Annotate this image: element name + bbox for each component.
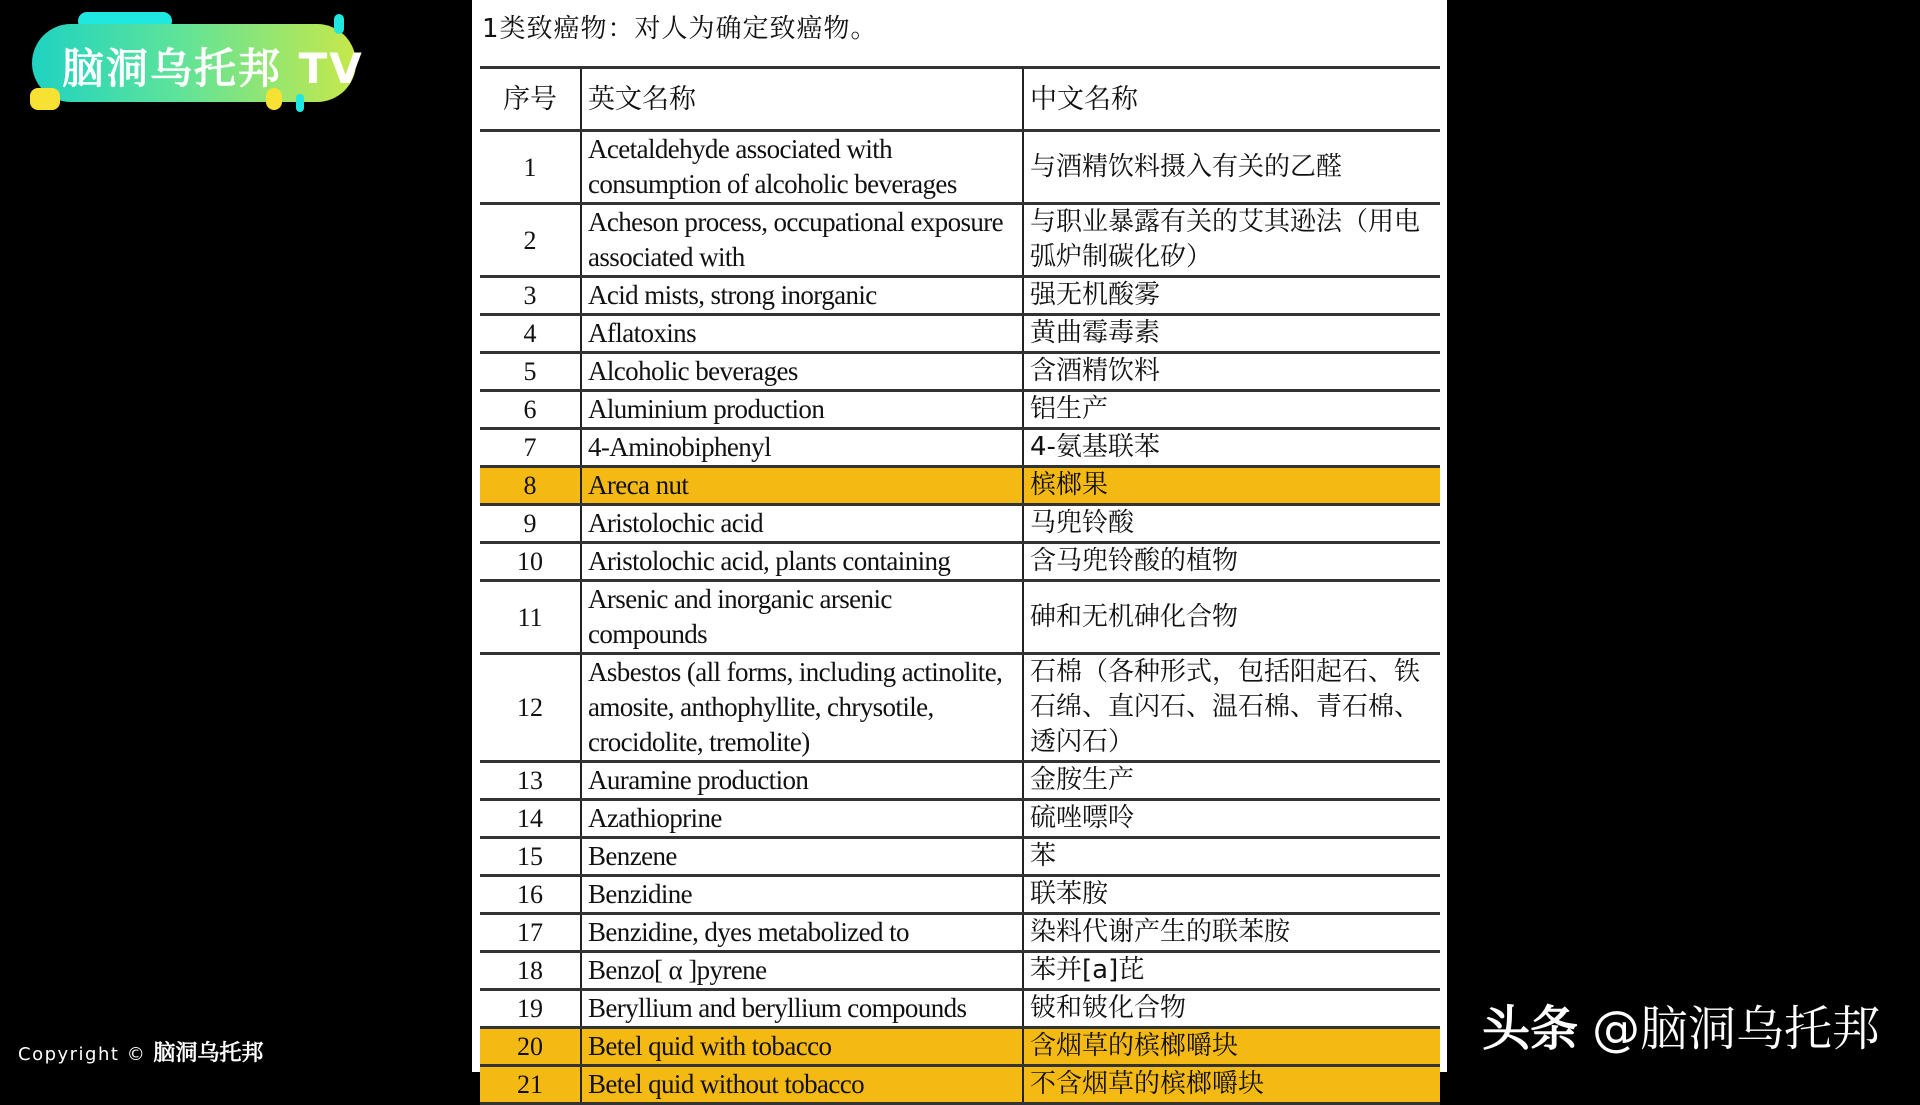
- header-chinese-name: 中文名称: [1023, 68, 1440, 131]
- english-name-cell: Aristolochic acid, plants containing: [581, 543, 1023, 581]
- row-number: 17: [480, 914, 581, 952]
- chinese-name-cell: 砷和无机砷化合物: [1023, 581, 1440, 654]
- copyright-icon: ©: [126, 1044, 147, 1065]
- table-row: [480, 543, 1440, 581]
- table-row: [480, 762, 1440, 800]
- row-number: 9: [480, 505, 581, 543]
- english-name-cell: Beryllium and beryllium compounds: [581, 990, 1023, 1028]
- channel-logo: [28, 12, 364, 112]
- table-row: [480, 838, 1440, 876]
- row-number: 11: [480, 581, 581, 654]
- english-name-cell: Areca nut: [581, 467, 1023, 505]
- table-row: [480, 654, 1440, 762]
- row-number: 18: [480, 952, 581, 990]
- table-row: [480, 914, 1440, 952]
- row-number: 2: [480, 204, 581, 277]
- chinese-name-cell: 4-氨基联苯: [1023, 429, 1440, 467]
- table-header-row: [480, 68, 1440, 131]
- row-number: 14: [480, 800, 581, 838]
- english-name-cell: Betel quid with tobacco: [581, 1028, 1023, 1066]
- row-number: 16: [480, 876, 581, 914]
- logo-text: 脑洞乌托邦 TV: [62, 44, 364, 93]
- chinese-name-cell: 与职业暴露有关的艾其逊法（用电弧炉制碳化矽）: [1023, 204, 1440, 277]
- english-name-cell: Acid mists, strong inorganic: [581, 277, 1023, 315]
- english-name-cell: Acetaldehyde associated with consumption of alcoholic beverages: [581, 131, 1023, 204]
- row-number: 1: [480, 131, 581, 204]
- chinese-name-cell: 联苯胺: [1023, 876, 1440, 914]
- header-english-name: 英文名称: [581, 68, 1023, 131]
- table-row: [480, 1028, 1440, 1066]
- watermark-handle: @脑洞乌托邦: [1592, 1001, 1881, 1057]
- row-number: 3: [480, 277, 581, 315]
- english-name-cell: Benzo[ α ]pyrene: [581, 952, 1023, 990]
- chinese-name-cell: 铝生产: [1023, 391, 1440, 429]
- chinese-name-cell: 硫唑嘌呤: [1023, 800, 1440, 838]
- english-name-cell: Acheson process, occupational exposure associated with: [581, 204, 1023, 277]
- chinese-name-cell: 铍和铍化合物: [1023, 990, 1440, 1028]
- chinese-name-cell: 含酒精饮料: [1023, 353, 1440, 391]
- table-row: [480, 429, 1440, 467]
- chinese-name-cell: 槟榔果: [1023, 467, 1440, 505]
- english-name-cell: Betel quid without tobacco: [581, 1066, 1023, 1104]
- row-number: 5: [480, 353, 581, 391]
- carcinogen-table: [480, 66, 1440, 1105]
- english-name-cell: Benzene: [581, 838, 1023, 876]
- chinese-name-cell: 苯并[a]芘: [1023, 952, 1440, 990]
- table-row: [480, 204, 1440, 277]
- english-name-cell: Aristolochic acid: [581, 505, 1023, 543]
- chinese-name-cell: 金胺生产: [1023, 762, 1440, 800]
- table-row: [480, 581, 1440, 654]
- header-num: 序号: [480, 68, 581, 131]
- platform-watermark: [1482, 990, 1880, 1059]
- chinese-name-cell: 含烟草的槟榔嚼块: [1023, 1028, 1440, 1066]
- chinese-name-cell: 马兜铃酸: [1023, 505, 1440, 543]
- row-number: 20: [480, 1028, 581, 1066]
- chinese-name-cell: 含马兜铃酸的植物: [1023, 543, 1440, 581]
- document-panel: [472, 0, 1447, 1099]
- row-number: 10: [480, 543, 581, 581]
- table-row: [480, 876, 1440, 914]
- english-name-cell: Alcoholic beverages: [581, 353, 1023, 391]
- english-name-cell: Aluminium production: [581, 391, 1023, 429]
- row-number: 12: [480, 654, 581, 762]
- row-number: 15: [480, 838, 581, 876]
- row-number: 6: [480, 391, 581, 429]
- table-row: [480, 277, 1440, 315]
- watermark-platform: 头条: [1482, 1001, 1579, 1057]
- table-row: [480, 353, 1440, 391]
- table-row: [480, 315, 1440, 353]
- table-row: [480, 990, 1440, 1028]
- copyright-brand: 脑洞乌托邦: [153, 1041, 264, 1066]
- table-row: [480, 952, 1440, 990]
- table-row: [480, 391, 1440, 429]
- chinese-name-cell: 与酒精饮料摄入有关的乙醛: [1023, 131, 1440, 204]
- english-name-cell: 4-Aminobiphenyl: [581, 429, 1023, 467]
- chinese-name-cell: 强无机酸雾: [1023, 277, 1440, 315]
- row-number: 21: [480, 1066, 581, 1104]
- chinese-name-cell: 染料代谢产生的联苯胺: [1023, 914, 1440, 952]
- copyright-prefix: Copyright: [18, 1044, 120, 1065]
- row-number: 7: [480, 429, 581, 467]
- row-number: 8: [480, 467, 581, 505]
- chinese-name-cell: 黄曲霉毒素: [1023, 315, 1440, 353]
- english-name-cell: Asbestos (all forms, including actinolite, amosite, anthophyllite, chrysotile, crocidolite, tremolite): [581, 654, 1023, 762]
- row-number: 4: [480, 315, 581, 353]
- english-name-cell: Benzidine, dyes metabolized to: [581, 914, 1023, 952]
- document-title: 1类致癌物：对人为确定致癌物。: [482, 14, 878, 44]
- logo-decoration: [296, 94, 304, 112]
- english-name-cell: Arsenic and inorganic arsenic compounds: [581, 581, 1023, 654]
- chinese-name-cell: 不含烟草的槟榔嚼块: [1023, 1066, 1440, 1104]
- english-name-cell: Benzidine: [581, 876, 1023, 914]
- table-row: [480, 1066, 1440, 1104]
- row-number: 19: [480, 990, 581, 1028]
- chinese-name-cell: 苯: [1023, 838, 1440, 876]
- english-name-cell: Aflatoxins: [581, 315, 1023, 353]
- table-row: [480, 800, 1440, 838]
- english-name-cell: Azathioprine: [581, 800, 1023, 838]
- chinese-name-cell: 石棉（各种形式，包括阳起石、铁石绵、直闪石、温石棉、青石棉、透闪石）: [1023, 654, 1440, 762]
- logo-decoration: [30, 88, 60, 110]
- logo-decoration: [334, 14, 344, 34]
- english-name-cell: Auramine production: [581, 762, 1023, 800]
- table-row: [480, 467, 1440, 505]
- row-number: 13: [480, 762, 581, 800]
- copyright-notice: [18, 1036, 263, 1067]
- table-body: [480, 131, 1440, 1104]
- table-row: [480, 505, 1440, 543]
- table-row: [480, 131, 1440, 204]
